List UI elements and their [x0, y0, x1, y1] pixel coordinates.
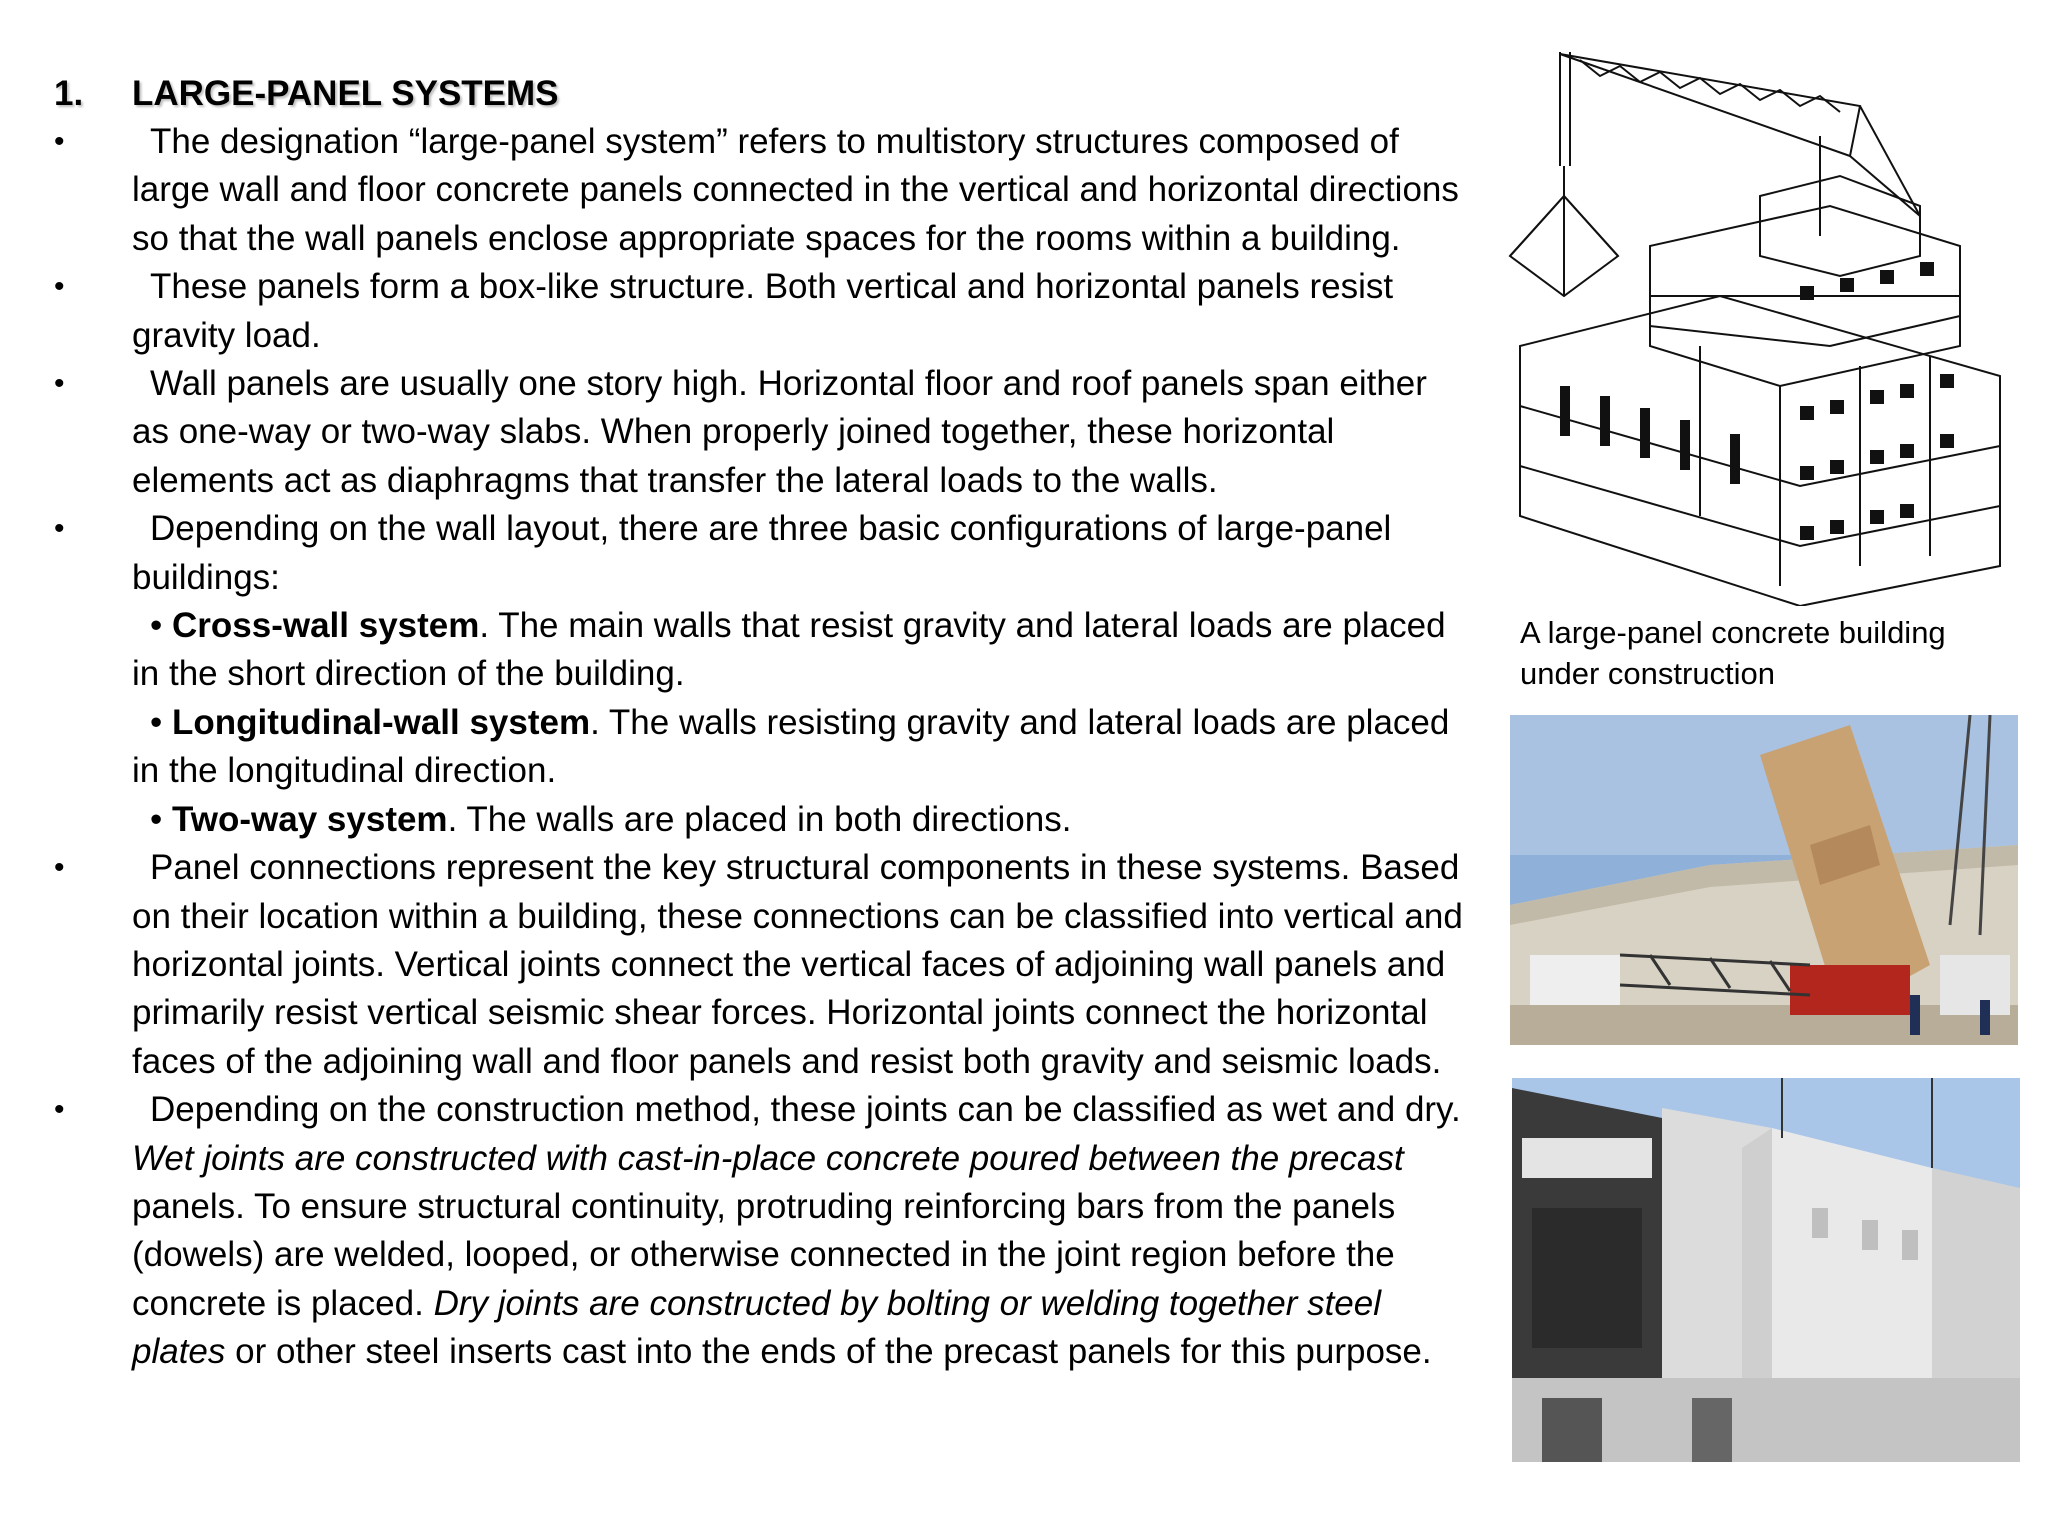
- bullet-glyph: •: [54, 851, 65, 885]
- bullet-text: or other steel inserts cast into the ends of the precast panels for this purpose.: [225, 1332, 1432, 1372]
- bullet-item: [54, 263, 1464, 360]
- bullet-text: The designation “large-panel system” refers to multistory structures composed of large wall and floor concrete panels connected in the vertical and horizontal directions so that the wall panels enclose appropriate spaces for the rooms within a building.: [132, 122, 1459, 258]
- sub-bullet-glyph: •: [150, 606, 163, 646]
- sub-item-term: Longitudinal-wall system: [172, 702, 591, 742]
- section-heading: [54, 70, 559, 118]
- section-title: LARGE-PANEL SYSTEMS: [132, 74, 559, 113]
- sub-item-desc: . The main walls that resist gravity and lateral loads are placed in the short direction of the building.: [132, 606, 1446, 694]
- bullet-text: Depending on the construction method, these joints can be classified as wet and dry.: [150, 1090, 1461, 1130]
- section-number: 1.: [54, 74, 84, 113]
- bullet-item: [54, 118, 1464, 263]
- bullet-text-italic: Dry joints are constructed by bolting or welding together steel plates: [132, 1283, 1382, 1372]
- bullet-text-italic: Wet joints are constructed with cast-in-place concrete poured between the precast: [132, 1138, 1404, 1178]
- sub-item-desc: . The walls are placed in both directions.: [447, 799, 1072, 839]
- sub-item-desc: . The walls resisting gravity and lateral loads are placed in the longitudinal direction.: [132, 702, 1450, 791]
- sub-item: [54, 602, 1464, 699]
- bullet-text: Depending on the wall layout, there are three basic configurations of large-panel buildings:: [132, 509, 1392, 597]
- bullet-text: Panel connections represent the key structural components in these systems. Based on their location within a building, these connections can be classified into vertical and horizontal joints. Vertical joints connect the vertical faces of adjoining wall panels and primarily resist vertical seismic shear forces. Horizontal joints connect the horizontal faces of the adjoining wall and floor panels and resist both gravity and seismic loads.: [132, 848, 1463, 1081]
- bullet-item: [54, 844, 1464, 1086]
- bullet-item: [54, 505, 1464, 602]
- bullet-glyph: •: [54, 512, 65, 546]
- sub-bullet-glyph: •: [150, 702, 163, 742]
- sub-bullet-glyph: •: [150, 799, 163, 839]
- bullet-glyph: •: [54, 270, 65, 304]
- bullet-text: panels. To ensure structural continuity, protruding reinforcing bars from the panels (dowels) are welded, looped, or otherwise connected in the joint region before the concrete is placed.: [132, 1186, 1396, 1323]
- bullet-glyph: •: [54, 125, 65, 158]
- sub-item-term: Two-way system: [172, 799, 448, 839]
- figure-caption: A large-panel concrete building under construction: [1520, 615, 1946, 691]
- bullet-text: These panels form a box-like structure. Both vertical and horizontal panels resist gravity load.: [132, 267, 1394, 355]
- panel-lifting-photo: [1510, 715, 2018, 1045]
- bullet-item: [54, 360, 1464, 505]
- sub-item: [54, 699, 1464, 796]
- bullet-text: Wall panels are usually one story high. Horizontal floor and roof panels span either as one-way or two-way slabs. When properly joined together, these horizontal elements act as diaphragms that transfer the lateral loads to the walls.: [132, 364, 1427, 500]
- bullet-glyph: •: [54, 367, 65, 401]
- facade-panels-photo: [1512, 1078, 2020, 1462]
- bullet-item: [54, 1086, 1464, 1376]
- sub-item-term: Cross-wall system: [172, 606, 480, 646]
- body-text: [54, 118, 1464, 1377]
- building-crane-drawing: [1500, 46, 2020, 606]
- sub-item: [54, 796, 1464, 844]
- bullet-glyph: •: [54, 1093, 65, 1127]
